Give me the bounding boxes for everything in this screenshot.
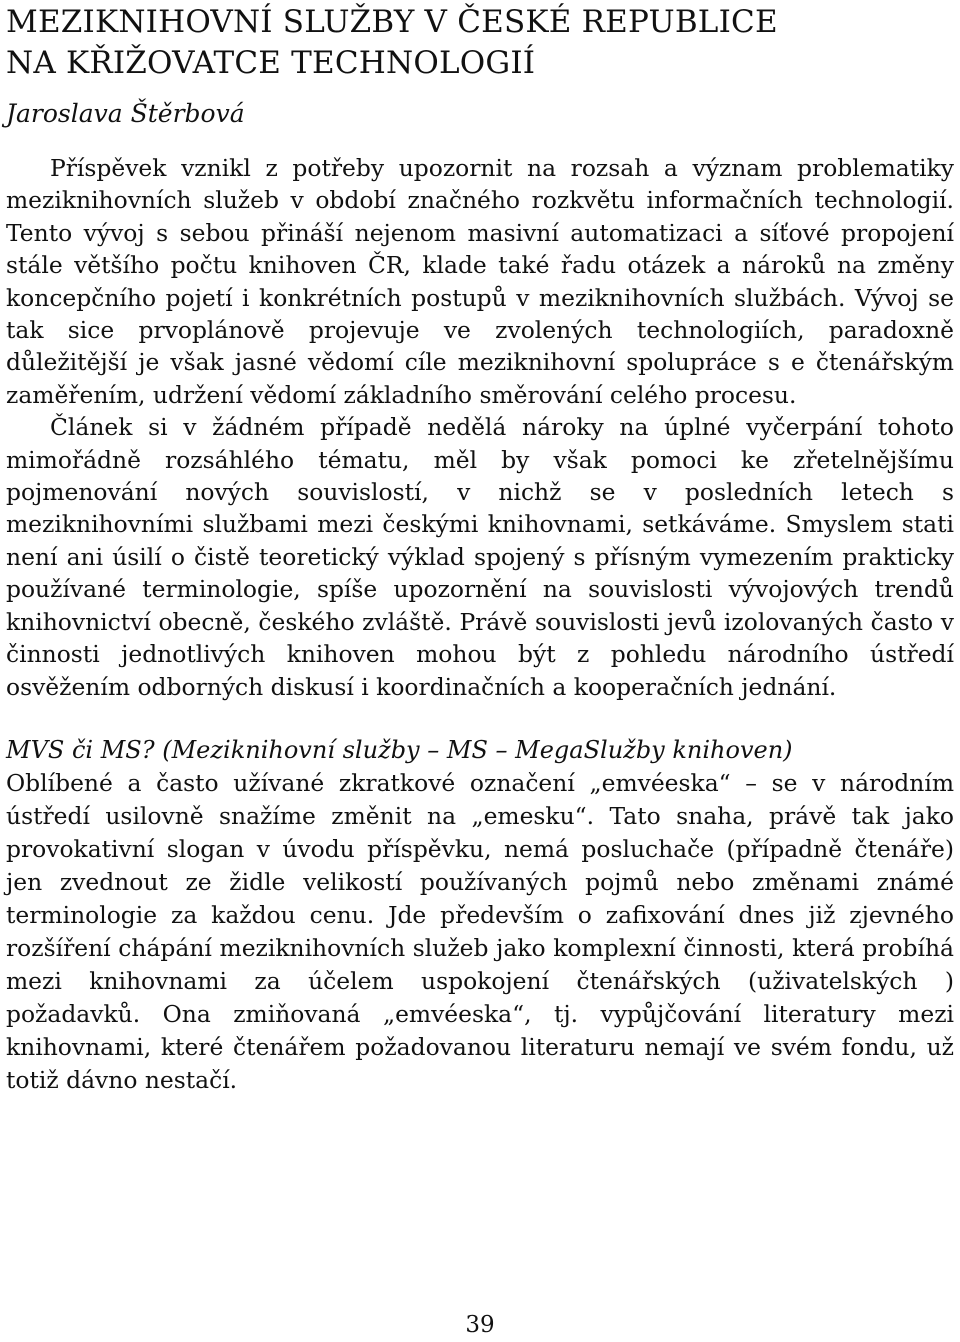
author-name: Jaroslava Štěrbová [6,99,245,128]
article-title-line-2: NA KŘIŽOVATCE TECHNOLOGIÍ [6,45,536,81]
document-page [6,0,954,1097]
section-heading: MVS či MS? (Meziknihovní služby – MS – MegaSlužby knihoven) [6,735,793,764]
abstract [6,152,954,703]
page-number: 39 [465,1312,495,1338]
abstract-paragraph-2: Článek si v žádném případě nedělá nároky na úplné vyčerpání tohoto mimořádně rozsáhlého tématu, měl by však pomoci ke zřetelnějšímu pojmenování nových souvislostí, v nichž se v posledních letech s meziknihovními službami mezi českými knihovnami, setkáváme. Smyslem stati není ani úsilí o čistě teoretický výklad spojený s přísným vymezením prakticky používané terminologie, spíše upozornění na souvislosti vývojových trendů knihovnictví obecně, českého zvláště. Právě souvislosti jevů izolovaných často v činnosti jednotlivých knihoven mohou být z pohledu národního ústředí osvěžením odborných diskusí i koordinačních a kooperačních jednání. [6,413,954,701]
article-title [6,2,954,84]
section-paragraph: Oblíbené a často užívané zkratkové označení „emvéeska“ – se v národním ústředí usilovně snažíme změnit na „emesku“. Tato snaha, právě tak jako provokativní slogan v úvodu příspěvku, nemá posluchače (případně čtenáře) jen zvednout ze židle velikostí používaných pojmů nebo změnami známé terminologie za každou cenu. Jde především o zafixování dnes již zjevného rozšíření chápání meziknihovních služeb jako komplexní činnosti, která probíhá mezi knihovnami za účelem uspokojení čtenářských (uživatelských ) požadavků. Ona zmiňovaná „emvéeska“, tj. vypůjčování literatury mezi knihovnami, které čtenářem požadovanou literaturu nemají ve svém fondu, už totiž dávno nestačí. [6,768,954,1094]
article-title-line-1: MEZIKNIHOVNÍ SLUŽBY V ČESKÉ REPUBLICE [6,4,778,40]
abstract-paragraph-1: Příspěvek vznikl z potřeby upozornit na rozsah a význam problematiky meziknihovních služeb v období značného rozkvětu informačních technologií. Tento vývoj s sebou přináší nejenom masivní automatizaci a síťové propojení stále většího počtu knihoven ČR, klade také řadu otázek a nároků na změny koncepčního pojetí i konkrétních postupů v meziknihovních službách. Vývoj se tak sice prvoplánově projevuje ve zvolených technologiích, paradoxně důležitější je však jasné vědomí cíle meziknihovní spolupráce s e čtenářským zaměřením, udržení vědomí základního směrování celého procesu. [6,154,954,409]
